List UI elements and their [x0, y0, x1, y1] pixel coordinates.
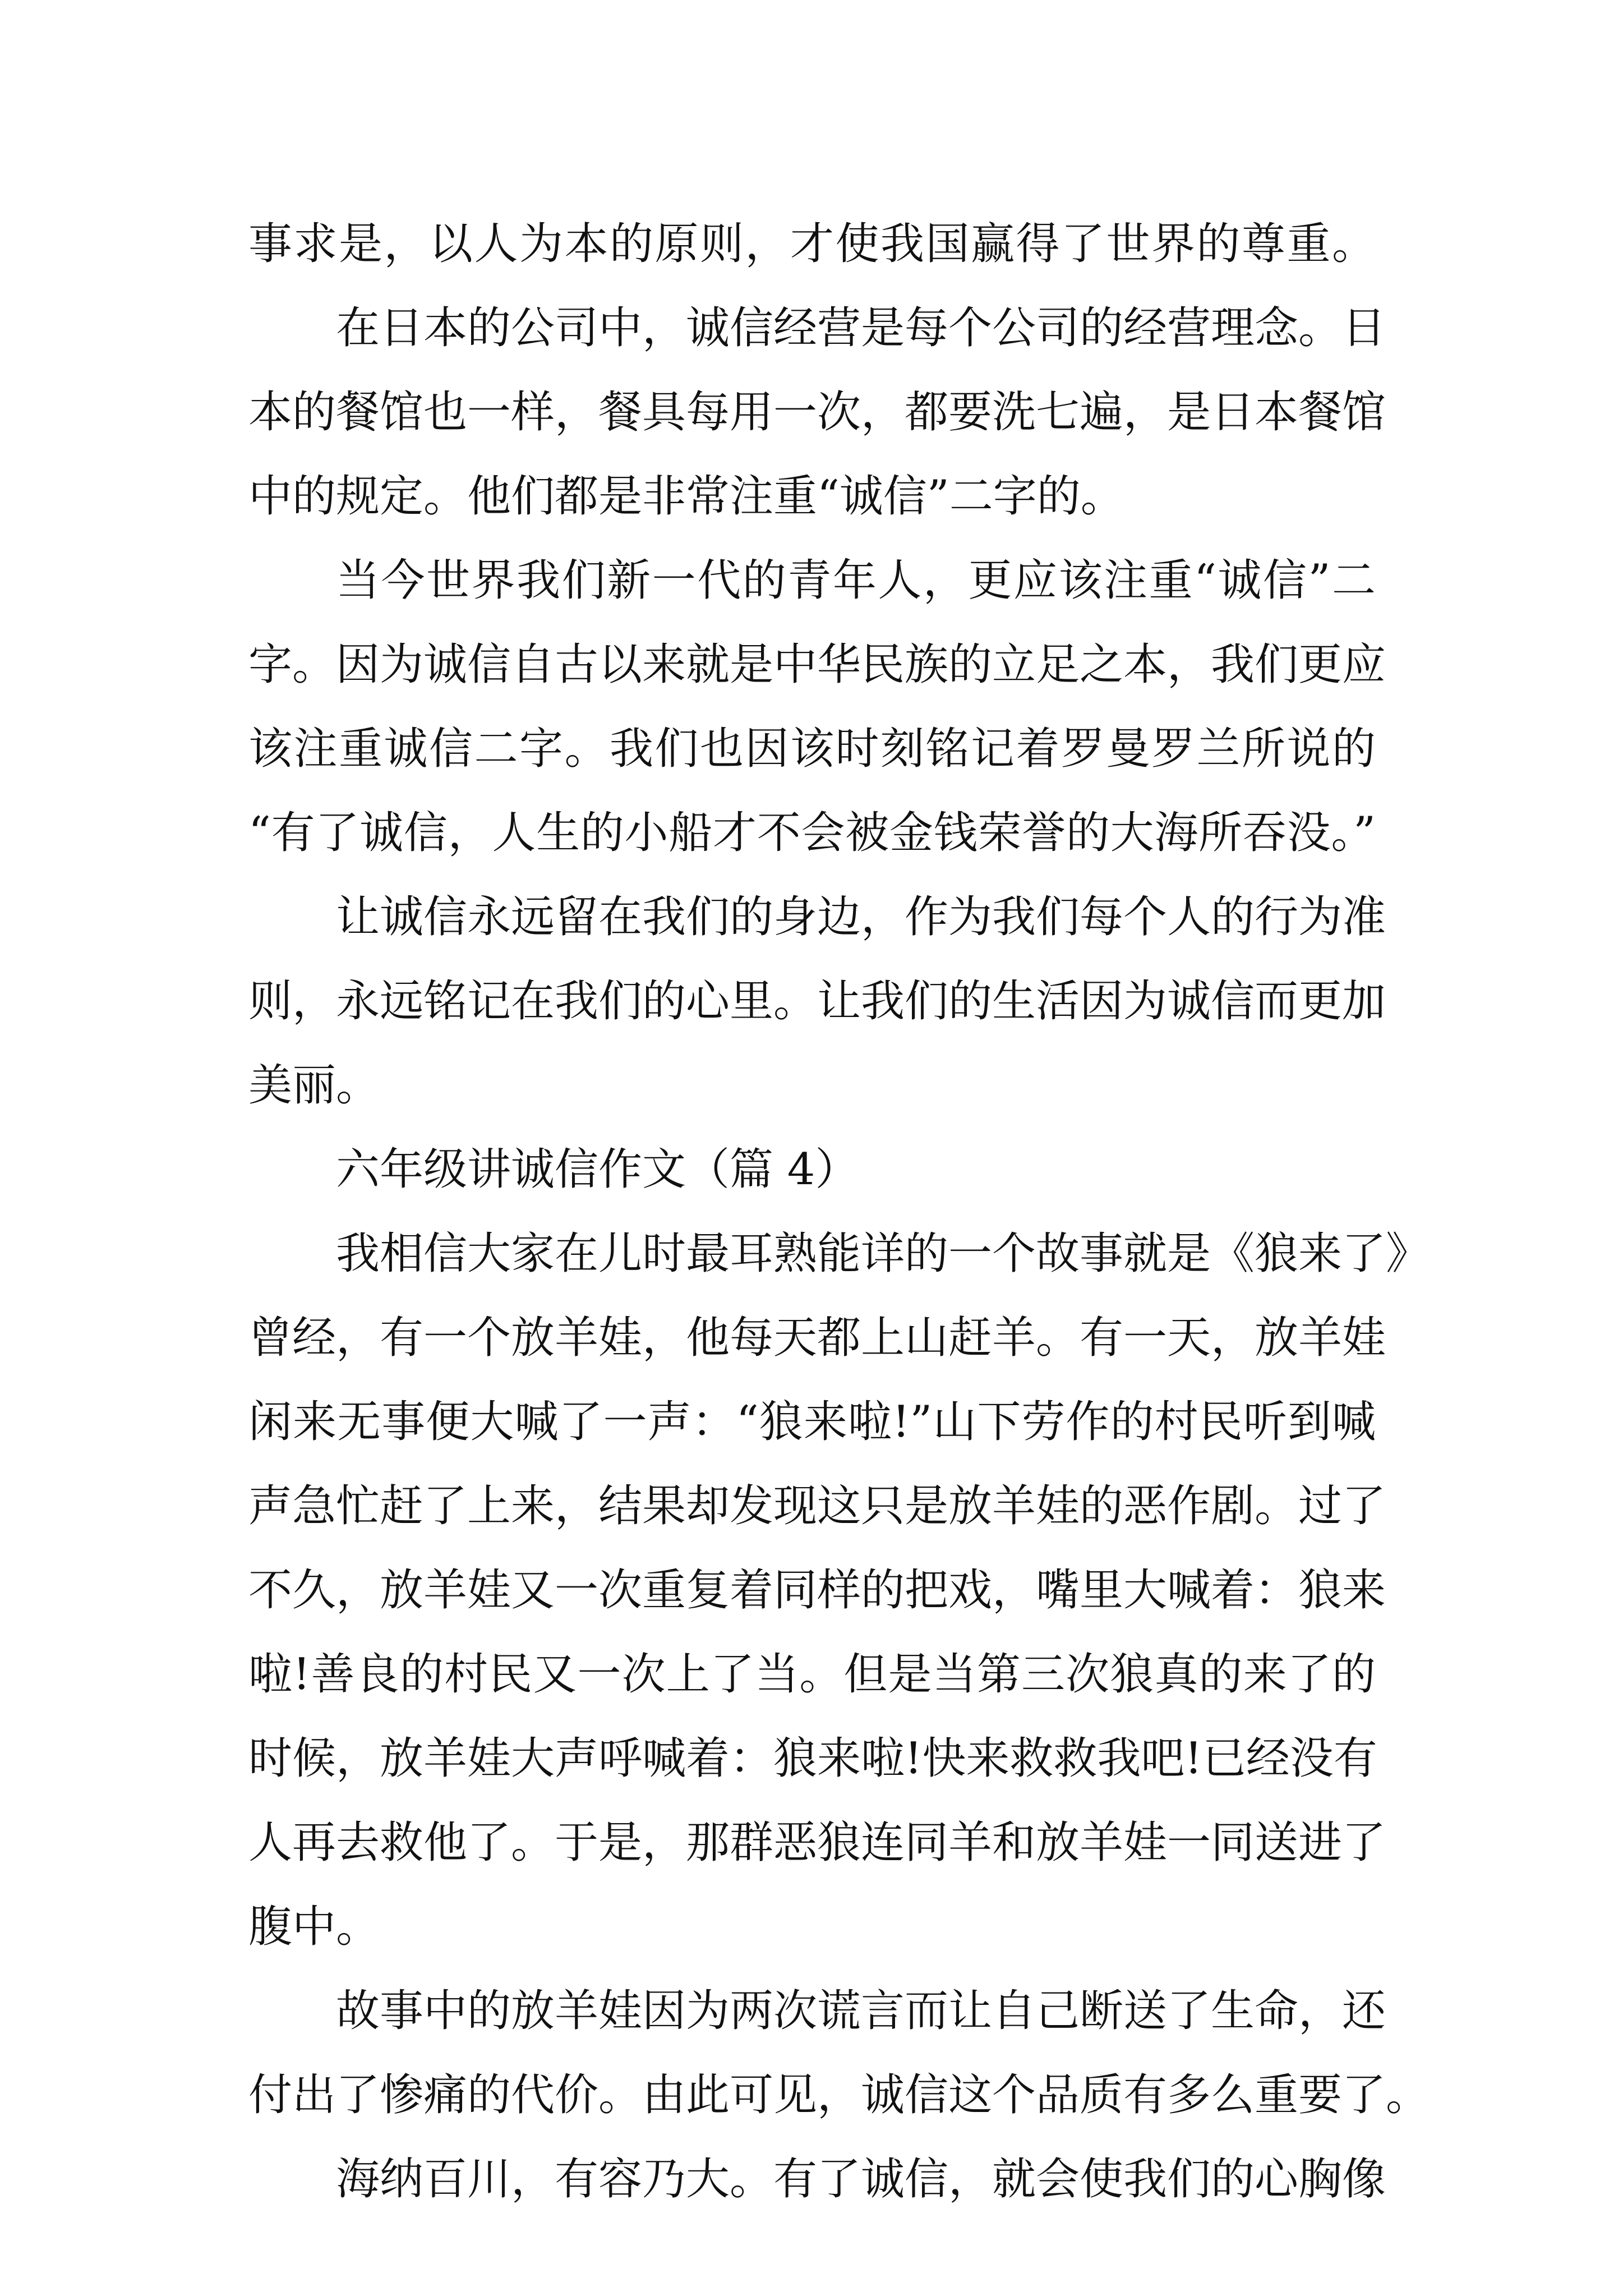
text-line: 腹中。 — [248, 1902, 380, 1952]
section-heading: 六年级讲诚信作文（篇 4） — [336, 1144, 859, 1195]
text-line: 当今世界我们新一代的青年人，更应该注重“诚信”二 — [336, 555, 1376, 606]
text-line: 我相信大家在儿时最耳熟能详的一个故事就是《狼来了》 — [336, 1228, 1430, 1279]
text-line: 人再去救他了。于是，那群恶狼连同羊和放羊娃一同送进了 — [248, 1818, 1386, 1868]
text-line: 该注重诚信二字。我们也因该时刻铭记着罗曼罗兰所说的 — [248, 724, 1376, 774]
text-line: 时候，放羊娃大声呼喊着：狼来啦!快来救救我吧!已经没有 — [248, 1733, 1377, 1784]
text-line: 让诚信永远留在我们的身边，作为我们每个人的行为准 — [336, 892, 1386, 942]
text-line: 声急忙赶了上来，结果却发现这只是放羊娃的恶作剧。过了 — [248, 1481, 1386, 1531]
text-line: 曾经，有一个放羊娃，他每天都上山赶羊。有一天，放羊娃 — [248, 1313, 1386, 1363]
text-line: 中的规定。他们都是非常注重“诚信”二字的。 — [248, 471, 1124, 522]
text-line: 闲来无事便大喊了一声：“狼来啦!”山下劳作的村民听到喊 — [248, 1397, 1376, 1447]
text-line: 事求是，以人为本的原则，才使我国赢得了世界的尊重。 — [248, 219, 1376, 269]
text-line: 在日本的公司中，诚信经营是每个公司的经营理念。日 — [336, 303, 1386, 353]
text-line: “有了诚信，人生的小船才不会被金钱荣誉的大海所吞没。” — [248, 808, 1376, 858]
text-line: 啦!善良的村民又一次上了当。但是当第三次狼真的来了的 — [248, 1649, 1376, 1700]
text-line: 字。因为诚信自古以来就是中华民族的立足之本，我们更应 — [248, 639, 1386, 690]
text-line: 不久，放羊娃又一次重复着同样的把戏，嘴里大喊着：狼来 — [248, 1565, 1386, 1616]
text-line: 故事中的放羊娃因为两次谎言而让自己断送了生命，还 — [336, 1986, 1386, 2036]
text-line: 美丽。 — [248, 1060, 380, 1111]
text-line: 海纳百川，有容乃大。有了诚信，就会使我们的心胸像 — [336, 2154, 1386, 2205]
text-line: 本的餐馆也一样，餐具每用一次，都要洗七遍，是日本餐馆 — [248, 387, 1386, 438]
text-line: 付出了惨痛的代价。由此可见，诚信这个品质有多么重要了。 — [248, 2070, 1430, 2120]
text-line: 则，永远铭记在我们的心里。让我们的生活因为诚信而更加 — [248, 976, 1386, 1027]
